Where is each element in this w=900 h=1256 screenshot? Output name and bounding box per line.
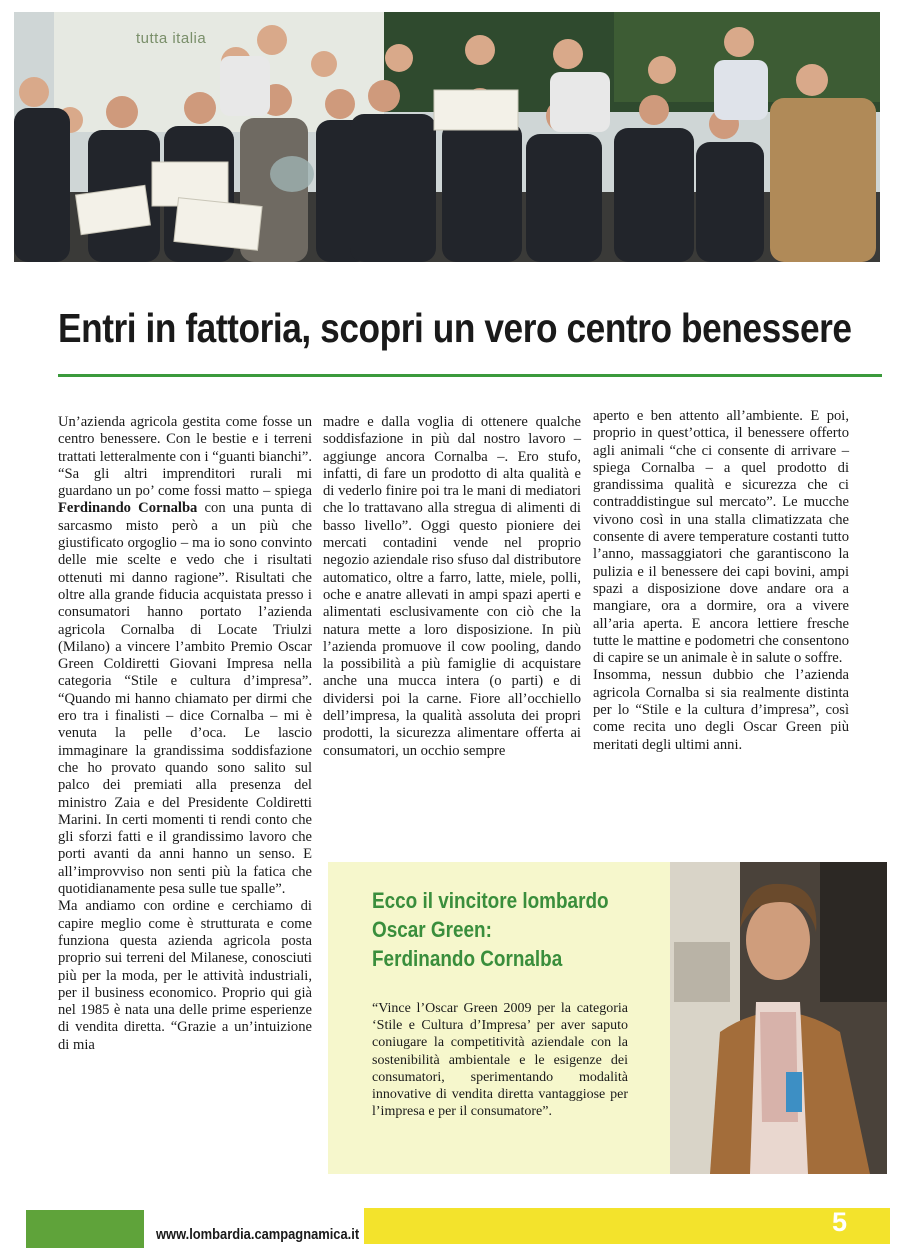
column-3-paragraph-1: aperto e ben attento all’ambiente. E poi, proprio in quest’ottica, il benessere offerto agli animali “che ci consente di arrivare – spiega Cornalba – a quel prodotto di grandissima qualità e sicurezza che ci contraddistingue sul mercato”. Le mucche vivono così in una stalla climatizzata che consente di avere temperature costanti tutto l’anno, massaggiatori che garantiscono la pulizia e il benessere dei capi bovini, ampi spazi a disposizione dove andare ora a mangiare, ora a dormire, ora a vivere all’aria aperta. E ancora lettiere fresche tutte le mattine e podometri che consentono di capire se un animale è in salute o soffre. xyxy=(593,408,849,667)
winner-portrait-illustration xyxy=(670,862,887,1174)
column-1-text-a: Un’azienda agricola gestita come fosse un centro benessere. Con le bestie e i terreni trattati letteralmente con i “guanti bianchi”. “Sa gli altri imprenditori rurali mi guardano un po’ come fossi matto – spiega xyxy=(58,414,312,500)
footer-website-link[interactable]: www.lombardia.campagnamica.it xyxy=(156,1226,360,1243)
column-2-paragraph: madre e dalla voglia di ottenere qualche soddisfazione in più dal nostro lavoro – aggiunge ancora Cornalba –. Ero stufo, infatti, di fare un prodotto di alta qualità e di vederlo finire poi tra le mani di mediatori che lo trattavano alla stregua di alimenti di basso livello”. Oggi questo pioniere dei mercati contadini vende nel proprio negozio aziendale riso sfuso dal distributore automatico, oltre a farro, latte, miele, polli, oche e anatre allevati in ampi spazi aperti e alimentati esclusivamente con ciò che la natura mette a loro disposizione. In più l’azienda promuove il cow pooling, dando la possibilità a più famiglie di acquistare anche una mucca intera (o parti) e di dividersi poi la carne. Fiore all’occhiello dell’impresa, la qualità assoluta dei propri prodotti, la sicurezza alimentare offerta ai consumatori, un occhio sempre xyxy=(323,414,581,759)
page-number: 5 xyxy=(832,1207,848,1237)
winner-box-title-line-3: Ferdinando Cornalba xyxy=(372,946,563,971)
group-photo xyxy=(14,12,880,262)
group-photo-illustration xyxy=(14,12,880,262)
article-column-3 xyxy=(593,408,849,754)
article-headline: Entri in fattoria, scopri un vero centro benessere xyxy=(58,305,852,351)
winner-box-quote: “Vince l’Oscar Green 2009 per la categoria ‘Stile e Cultura d’Impresa’ per aver saputo coniugare la competitività aziendale con la sostenibilità ambientale e le esigenze dei consumatori, sperimentando modalità innovative di vendita diretta vantaggiose per l’impresa e per il consumatore”. xyxy=(372,1001,628,1120)
article-column-2 xyxy=(323,414,581,760)
banner-text: tutta italia xyxy=(136,30,207,47)
footer-green-block xyxy=(26,1210,144,1248)
footer-yellow-bar xyxy=(364,1208,890,1244)
column-1-paragraph-2: Ma andiamo con ordine e cerchiamo di capire meglio come è strutturata e come funziona questa azienda agricola posta proprio sui terreni del Milanese, conosciuti più per la moda, per le attività industriali, per il business economico. Proprio qui già nel 1985 è nata una delle prime esperienze di vendita diretta. “Grazie a un’intuizione di mia xyxy=(58,898,312,1053)
headline-divider xyxy=(58,374,882,377)
winner-box-title xyxy=(372,886,621,973)
column-1-paragraph-1 xyxy=(58,414,312,898)
winner-box-title-line-2: Oscar Green: xyxy=(372,917,492,942)
column-3-paragraph-2: Insomma, nessun dubbio che l’azienda agricola Cornalba si sia realmente distinta per lo “Stile e la cultura d’impresa”, così come recita uno degli Oscar Green più meritati degli ultimi anni. xyxy=(593,667,849,753)
column-1-text-b: con una punta di sarcasmo misto però a un più che giustificato orgoglio – ma io sono convinto delle mie scelte e vedo che i risultati ottenuti mi danno ragione”. Risultati che oltre alla grande fiducia acquistata presso i consumatori hanno portato l’azienda agricola Cornalba di Locate Triulzi (Milano) a vincere l’ambito Premio Oscar Green Coldiretti Giovani Impresa nella categoria “Stile e cultura d’impresa”. “Quando mi hanno chiamato per dirmi che ero tra i finalisti – dice Cornalba – mi è venuta la pelle d’oca. Le lascio immaginare la grandissima soddisfazione che ho provato quando sono salito sul palco dei premiati alla presenza del ministro Zaia e del Presidente Coldiretti Marini. In certi momenti ti rendi conto che gli sforzi fatti e il grandissimo lavoro che porti avanti da anni hanno un senso. E all’improvviso non senti più la fatica che quotidianamente pesa sulle tue spalle”. xyxy=(58,500,312,898)
winner-portrait xyxy=(670,862,887,1174)
article-column-1 xyxy=(58,414,312,1054)
winner-box-title-line-1: Ecco il vincitore lombardo xyxy=(372,888,609,913)
winner-name: Ferdinando Cornalba xyxy=(58,500,198,517)
